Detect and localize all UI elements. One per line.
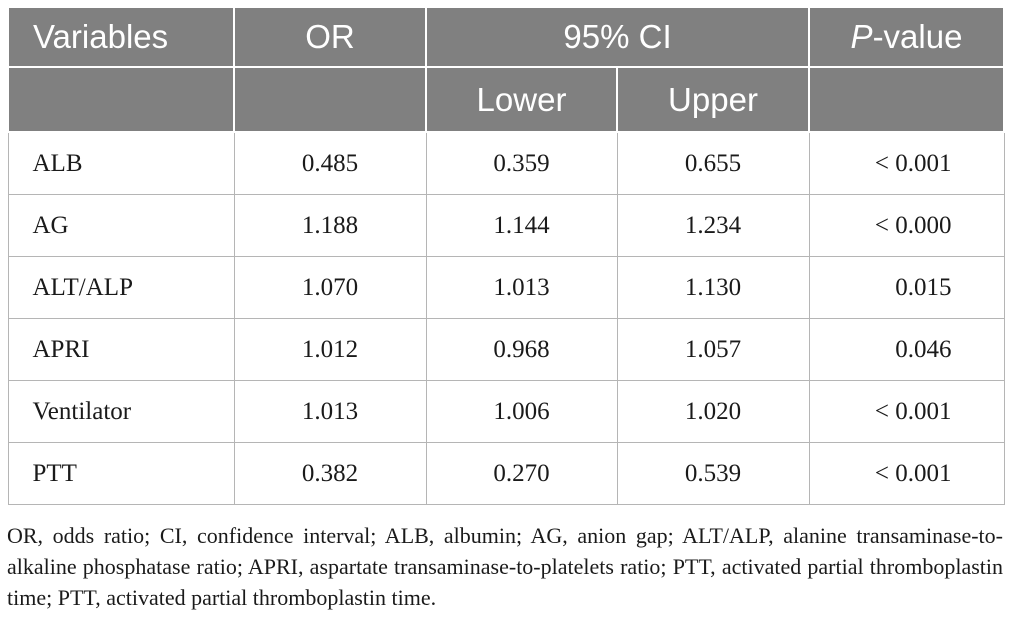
- cell-p-value: < 0.001: [809, 381, 1004, 443]
- header-upper: Upper: [617, 67, 809, 132]
- header-or: OR: [234, 7, 426, 67]
- cell-p-value: < 0.000: [809, 195, 1004, 257]
- header-lower: Lower: [426, 67, 617, 132]
- header-p-suffix: -value: [872, 18, 963, 55]
- cell-p-value: < 0.001: [809, 443, 1004, 505]
- cell-lower: 0.968: [426, 319, 617, 381]
- cell-or: 1.013: [234, 381, 426, 443]
- table-row: [8, 319, 1004, 381]
- cell-variable: ALB: [8, 132, 234, 195]
- cell-lower: 1.006: [426, 381, 617, 443]
- cell-lower: 1.144: [426, 195, 617, 257]
- cell-p-value: 0.015: [809, 257, 1004, 319]
- cell-p-value: 0.046: [809, 319, 1004, 381]
- cell-variable: ALT/ALP: [8, 257, 234, 319]
- table-row: [8, 381, 1004, 443]
- header-row-main: [8, 7, 1004, 67]
- header-row-sub: [8, 67, 1004, 132]
- header-sub-empty-1: [8, 67, 234, 132]
- header-sub-empty-2: [234, 67, 426, 132]
- cell-upper: 1.130: [617, 257, 809, 319]
- header-p-letter: P: [850, 18, 873, 55]
- table-row: [8, 257, 1004, 319]
- cell-variable: PTT: [8, 443, 234, 505]
- header-ci: 95% CI: [426, 7, 809, 67]
- header-p-value: [809, 7, 1004, 67]
- cell-upper: 1.234: [617, 195, 809, 257]
- cell-or: 0.382: [234, 443, 426, 505]
- cell-upper: 0.655: [617, 132, 809, 195]
- cell-variable: AG: [8, 195, 234, 257]
- cell-or: 0.485: [234, 132, 426, 195]
- table-footnote: OR, odds ratio; CI, confidence interval; ALB, albumin; AG, anion gap; ALT/ALP, alanine transaminase-to-alkaline phosphatase ratio; APRI, aspartate transaminase-to-platelets ratio; PTT, activated partial thromboplastin time; PTT, activated partial thromboplastin time.: [7, 523, 1003, 610]
- cell-upper: 1.057: [617, 319, 809, 381]
- cell-lower: 0.359: [426, 132, 617, 195]
- table-row: [8, 132, 1004, 195]
- header-sub-empty-3: [809, 67, 1004, 132]
- cell-lower: 0.270: [426, 443, 617, 505]
- cell-or: 1.188: [234, 195, 426, 257]
- table-row: [8, 195, 1004, 257]
- cell-variable: APRI: [8, 319, 234, 381]
- table-row: [8, 443, 1004, 505]
- cell-upper: 0.539: [617, 443, 809, 505]
- cell-lower: 1.013: [426, 257, 617, 319]
- cell-variable: Ventilator: [8, 381, 234, 443]
- results-table: [7, 6, 1005, 505]
- cell-or: 1.012: [234, 319, 426, 381]
- cell-upper: 1.020: [617, 381, 809, 443]
- cell-p-value: < 0.001: [809, 132, 1004, 195]
- header-variables: Variables: [8, 7, 234, 67]
- cell-or: 1.070: [234, 257, 426, 319]
